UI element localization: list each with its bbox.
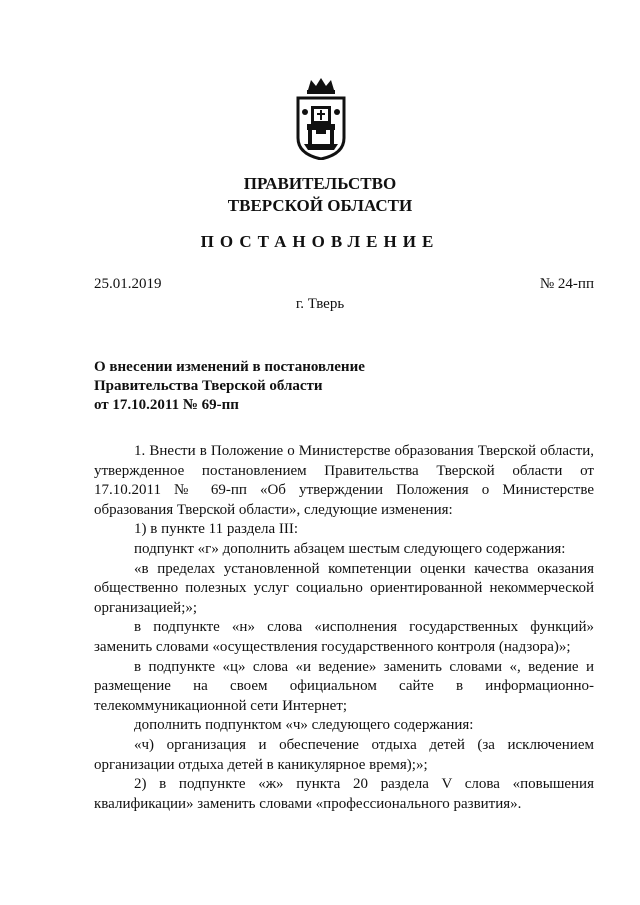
body-paragraph: 2) в подпункте «ж» пункта 20 раздела V слова «повышения квалификации» заменить словами «профессионального развития». bbox=[94, 776, 594, 812]
organization-name-line2: ТВЕРСКОЙ ОБЛАСТИ bbox=[227, 196, 413, 215]
document-city: г. Тверь bbox=[295, 296, 345, 312]
coat-of-arms-emblem bbox=[294, 76, 348, 160]
document-subject bbox=[94, 358, 414, 415]
body-paragraph: «ч) организация и обеспечение отдыха детей (за исключением организации отдыха детей в каникулярное время);»; bbox=[94, 736, 594, 773]
subject-line: Правительства Тверской области bbox=[94, 378, 323, 394]
body-paragraph: дополнить подпунктом «ч» следующего содержания: bbox=[134, 717, 474, 734]
body-paragraph: подпункт «г» дополнить абзацем шестым следующего содержания: bbox=[134, 540, 566, 557]
document-date: 25.01.2019 bbox=[94, 276, 162, 292]
organization-name-line1: ПРАВИТЕЛЬСТВО bbox=[243, 174, 397, 193]
document-number: № 24-пп bbox=[539, 276, 594, 292]
document-type: ПОСТАНОВЛЕНИЕ bbox=[200, 232, 440, 251]
document-body bbox=[94, 442, 594, 814]
body-paragraph: в подпункте «н» слова «исполнения государственных функций» заменить словами «осуществления государственного контроля (надзора)»; bbox=[94, 619, 594, 655]
subject-line: от 17.10.2011 № 69-пп bbox=[94, 397, 239, 413]
body-paragraph: 1. Внести в Положение о Министерстве образования Тверской области, утвержденное постановлением Правительства Тверской области от 17.10.2011 № 69-пп «Об утверждении Положения о Министерстве образования Тверской области», следующие изменения: bbox=[94, 443, 594, 518]
subject-line: О внесении изменений в постановление bbox=[94, 359, 365, 375]
body-paragraph: 1) в пункте 11 раздела III: bbox=[134, 521, 299, 538]
body-paragraph: в подпункте «ц» слова «и ведение» заменить словами «, ведение и размещение на своем официальном сайте в информационно-телекоммуникационной сети Интернет; bbox=[94, 658, 594, 714]
body-paragraph: «в пределах установленной компетенции оценки качества оказания общественно полезных услуг социально ориентированной некоммерческой организацией;»; bbox=[94, 560, 594, 616]
